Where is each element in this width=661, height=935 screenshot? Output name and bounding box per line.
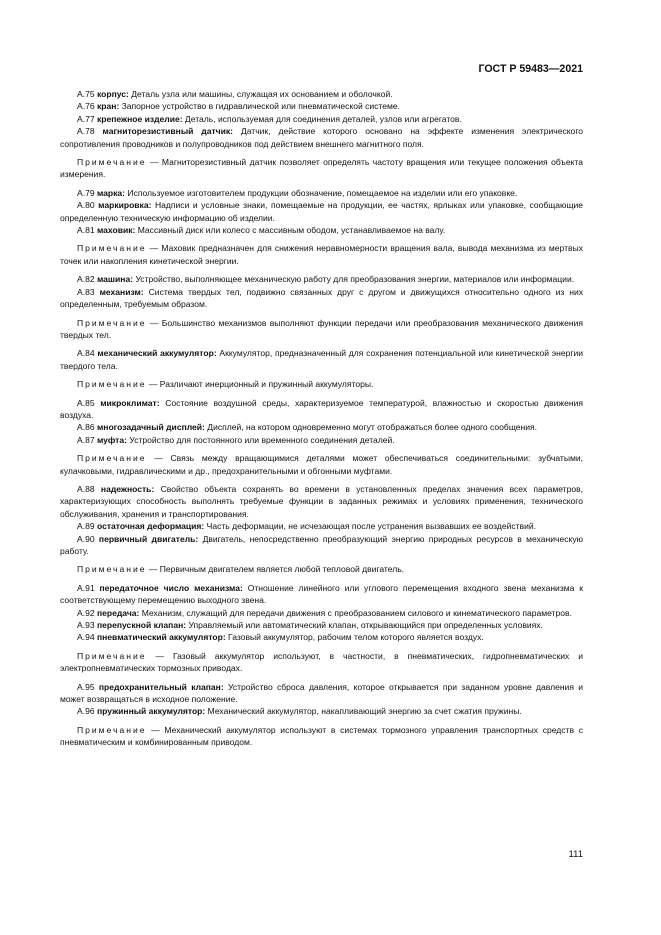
entry-term: механизм: [99,286,144,297]
definition-entry [60,100,583,112]
definition-entry [60,483,583,520]
definition-entry [60,607,583,619]
definition-entry [60,273,583,285]
definition-entry [60,631,583,643]
entry-definition: Газовый аккумулятор, рабочим телом которого является воздух. [225,632,484,643]
note-paragraph [60,452,583,477]
entry-term: многозадачный дисплей: [96,422,205,433]
entry-definition: Механизм, служащий для передачи движения с преобразованием силового и кинематического параметров. [139,607,572,618]
entry-number: А.88 [77,483,95,494]
note-text: — Магниторезистивный датчик позволяет определять частоту вращения или текущее положения объекта измерения. [60,157,583,180]
definition-entry [60,681,583,706]
definition-entry [60,705,583,717]
entry-term: пневматический аккумулятор: [96,632,226,643]
note-label: Примечание [77,243,147,254]
note-label: Примечание [77,453,147,464]
entry-number: А.85 [77,397,95,408]
entry-number: А.92 [77,607,95,618]
entry-term: маховик: [96,225,136,236]
entry-term: остаточная деформация: [96,521,205,532]
entry-term: магниторезистивный датчик: [102,126,234,137]
definition-entry [60,347,583,372]
note-label: Примечание [77,724,147,735]
note-text: — Связь между вращающимися деталями может обеспечиваться соединительными: зубчатыми, кулачковыми, гидравлическими и др., предохранительными и обгонными муфтами. [60,453,583,476]
entry-definition: Запорное устройство в гидравлической или пневматической системе. [119,101,400,112]
definition-entry [60,224,583,236]
entry-term: передаточное число механизма: [99,582,243,593]
definition-entry [60,434,583,446]
note-paragraph [60,650,583,675]
entry-number: А.91 [77,582,95,593]
entry-number: А.94 [77,632,95,643]
entry-number: А.78 [77,126,95,137]
entry-definition: Деталь узла или машины, служащая их основанием и оболочкой. [128,89,393,99]
entry-term: корпус: [96,89,129,99]
entry-definition: Используемое изготовителем продукции обозначение, помещаемое на изделии или его упаковке. [125,187,518,198]
definition-entry [60,421,583,433]
entry-number: А.96 [77,706,95,717]
definition-entry [60,125,583,150]
entry-definition: Надписи и условные знаки, помещаемые на продукции, ее частях, ярлыках или упаковке, сообщающие определенную техническую информацию об изделии. [60,200,584,223]
definitions-list [60,88,583,749]
entry-term: машина: [96,274,134,285]
entry-definition: Устройство сброса давления, которое открывается при заданном уровне давления и может возвращаться в исходное положение. [60,681,584,705]
entry-definition: Массивный диск или колесо с массивным ободом, устанавливаемое на валу. [135,225,446,236]
entry-definition: Аккумулятор, предназначенный для сохранения потенциальной или кинетической энергии твердого тела. [60,348,584,371]
note-paragraph [60,156,583,181]
note-text: — Большинство механизмов выполняют функции передачи или преобразования механического движения твердых тел. [60,317,583,340]
definition-entry [60,113,583,125]
entry-number: А.82 [77,274,95,285]
note-label: Примечание [77,157,147,168]
entry-number: А.75 [77,89,95,99]
entry-definition: Часть деформации, не исчезающая после устранения вызвавших ее воздействий. [204,521,537,532]
entry-term: передача: [96,607,140,618]
entry-number: А.76 [77,101,95,112]
definition-entry [60,520,583,532]
entry-term: первичный двигатель: [98,533,199,544]
note-text: — Механический аккумулятор используют в системах тормозного управления транспортных средств с пневматическим и комбинированным приводом. [60,724,583,748]
entry-term: муфта: [96,434,127,445]
entry-number: А.81 [77,225,95,236]
entry-term: предохранительный клапан: [98,681,224,692]
entry-number: А.79 [77,187,95,198]
entry-definition: Устройство, выполняющее механическую работу для преобразования энергии, материалов или информации. [133,274,575,285]
page-number: 111 [568,849,583,860]
entry-definition: Управляемый или автоматический клапан, открывающийся при определенных условиях. [186,620,543,631]
entry-term: механический аккумулятор: [97,348,217,359]
note-paragraph [60,724,583,749]
entry-number: А.77 [77,113,95,124]
entry-number: А.83 [77,286,95,297]
entry-definition: Устройство для постоянного или временного соединения деталей. [126,434,395,445]
entry-number: А.86 [77,422,95,433]
entry-number: А.87 [77,434,95,445]
entry-term: надежность: [100,483,155,494]
entry-definition: Датчик, действие которого основано на эффекте изменения электрического сопротивления проводников и полупроводников под действием внешнего магнитного поля. [60,126,583,149]
entry-term: маркировка: [98,200,152,211]
definition-entry [60,187,583,199]
entry-term: кран: [96,101,120,112]
entry-number: А.90 [77,533,95,544]
entry-definition: Свойство объекта сохранять во времени в установленных пределах значения всех параметров, характеризующих способность выполнять требуемые функции в заданных режимах и условиях применения, технического обслуживания, хранения и транспортирования. [60,483,583,519]
document-code: ГОСТ Р 59483—2021 [478,63,583,75]
entry-term: перепускной клапан: [96,620,187,631]
entry-definition: Двигатель, непосредственно преобразующий энергию природных ресурсов в механическую работу. [60,533,584,556]
entry-term: крепежное изделие: [96,113,183,124]
definition-entry [60,533,583,558]
note-label: Примечание [77,650,147,661]
entry-term: микроклимат: [100,397,160,408]
entry-term: марка: [96,187,126,198]
note-label: Примечание [77,564,147,575]
note-text: — Маховик предназначен для снижения неравномерности вращения вала, вывода механизма из мертвых точек или накопления кинетической энергии. [60,243,583,266]
entry-definition: Механический аккумулятор, накапливающий энергию за счет сжатия пружины. [205,706,522,717]
entry-definition: Отношение линейного или углового перемещения входного звена механизма к соответствующему перемещению выходного звена. [60,582,584,606]
note-label: Примечание [77,317,147,328]
definition-entry [60,88,583,100]
entry-definition: Деталь, используемая для соединения деталей, узлов или агрегатов. [182,113,462,124]
entry-number: А.80 [77,200,95,211]
definition-entry [60,199,583,224]
definition-entry [60,286,583,311]
entry-number: А.89 [77,521,95,532]
entry-term: пружинный аккумулятор: [96,706,206,717]
definition-entry [60,397,583,422]
note-paragraph [60,242,583,267]
entry-definition: Система твердых тел, подвижно связанных друг с другом и движущихся относительно одного из них определенным, требуемым образом. [60,286,584,310]
entry-definition: Дисплей, на котором одновременно могут отображаться более одного сообщения. [204,422,538,433]
note-text: — Различают инерционный и пружинный аккумуляторы. [146,379,374,390]
entry-number: А.95 [77,681,95,692]
note-paragraph [60,317,583,342]
definition-entry [60,619,583,631]
definition-entry [60,582,583,607]
entry-definition: Состояние воздушной среды, характеризуемое температурой, влажностью и скоростью движения воздуха. [60,397,584,420]
note-text: — Газовый аккумулятор используют, в частности, в пневматических, гидропневматических и электропневматических тормозных приводах. [60,650,583,674]
note-text: — Первичным двигателем является любой тепловой двигатель. [146,564,405,575]
note-label: Примечание [77,379,147,390]
entry-number: А.84 [77,348,95,359]
note-paragraph [60,378,583,390]
entry-number: А.93 [77,620,95,631]
note-paragraph [60,563,583,575]
